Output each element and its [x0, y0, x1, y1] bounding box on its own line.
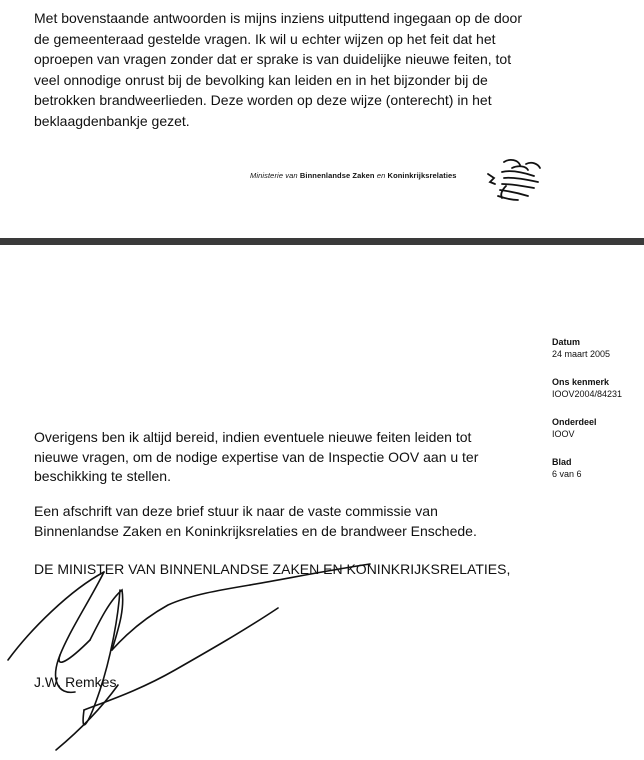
ministry-footer: [250, 171, 457, 180]
meta-blad-value: 6 van 6: [552, 469, 582, 479]
page2-paragraph-2: Een afschrift van deze brief stuur ik naar de vaste commissie van Binnenlandse Zaken en Koninkrijksrelaties en de brandweer Enschede.: [34, 503, 477, 539]
meta-blad: [552, 456, 642, 480]
meta-datum-value: 24 maart 2005: [552, 349, 611, 359]
handwritten-signature: [0, 560, 420, 760]
meta-blad-label: Blad: [552, 457, 572, 467]
closing-line: DE MINISTER VAN BINNENLANDSE ZAKEN EN KONINKRIJKSRELATIES,: [34, 561, 511, 577]
signatory-name: J.W. Remkes: [34, 674, 117, 690]
footer-koninkrijksrelaties: Koninkrijksrelaties: [387, 171, 457, 180]
footer-word-van: van: [285, 171, 298, 180]
meta-datum: [552, 336, 642, 360]
meta-onderdeel-value: IOOV: [552, 429, 575, 439]
meta-onderdeel-label: Onderdeel: [552, 417, 597, 427]
meta-onderdeel: [552, 416, 642, 440]
meta-kenmerk-label: Ons kenmerk: [552, 377, 610, 387]
meta-kenmerk-value: IOOV2004/84231: [552, 389, 623, 399]
lion-logo-icon: [482, 156, 546, 202]
page2-paragraph-1: Overigens ben ik altijd bereid, indien eventuele nieuwe feiten leiden tot nieuwe vragen, om de nodige expertise van de Inspectie OOV aan u ter beschikking te stellen.: [34, 429, 479, 484]
meta-datum-label: Datum: [552, 337, 581, 347]
meta-kenmerk: [552, 376, 642, 400]
footer-word-ministerie: Ministerie: [250, 171, 284, 180]
page1-paragraph: Met bovenstaande antwoorden is mijns inziens uitputtend ingegaan op de door de gemeenteraad gestelde vragen. Ik wil u echter wijzen op het feit dat het oproepen van vragen zonder dat er sprake is van duidelijke nieuwe feiten, tot veel onnodige onrust bij de bevolking kan leiden en in het bijzonder bij de betrokken brandweerlieden. Deze worden op deze wijze (onterecht) in het beklaagdenbankje gezet.: [34, 10, 522, 129]
footer-word-en: en: [376, 171, 386, 180]
page-divider: [0, 238, 644, 245]
footer-binnenlandse-zaken: Binnenlandse Zaken: [299, 171, 375, 180]
